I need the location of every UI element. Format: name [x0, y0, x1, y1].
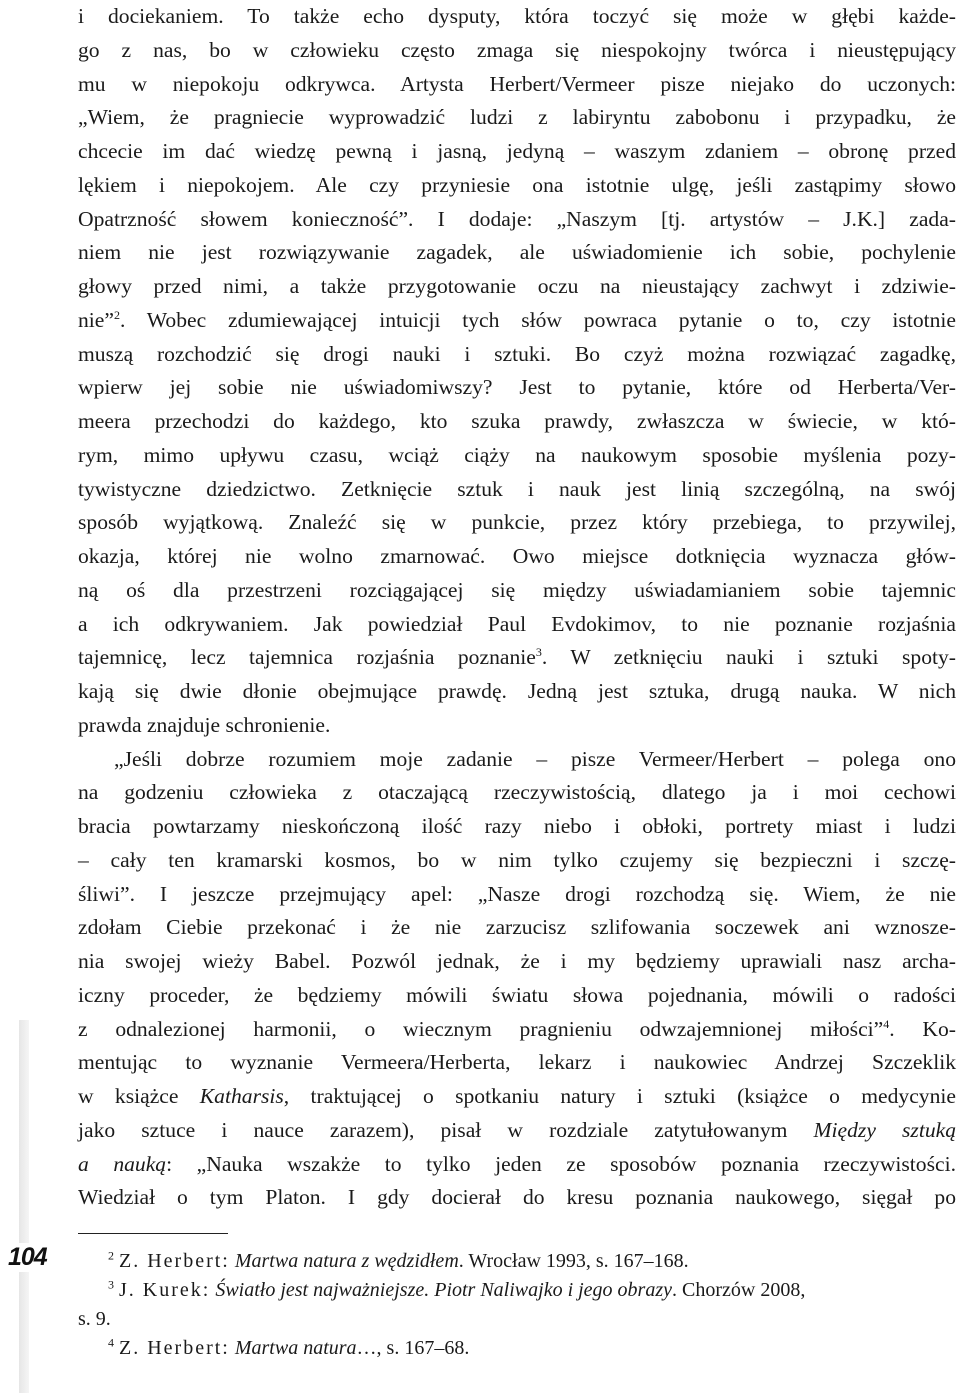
footnote-ref-2: 2 [113, 307, 120, 322]
text-line: bracia powtarzamy nieskończoną ilość razy niebo i obłoki, portrety miast i ludzi [78, 814, 956, 838]
text-line: zdołam Ciebie przekonać i że nie zarzucisz szlifowania soczewek ani wznosze- [78, 915, 956, 940]
footnote-ref-4: 4 [883, 1016, 890, 1031]
book-title-katharsis: Katharsis [199, 1084, 284, 1108]
chapter-title-cont: a nauką [78, 1151, 167, 1176]
text-line: prawda znajduje schronienie. [78, 712, 331, 737]
text-line: nia swojej wieży Babel. Pozwól jednak, że i my będziemy uprawiali nasz archa- [78, 949, 956, 973]
text-line: na godzeniu człowieka z otaczającą rzeczywistością, dlatego ja i moi cechowi [78, 780, 956, 805]
text-line: śliwi”. I jeszcze przejmujący apel: „Nasze drogi rozchodzą się. Wiem, że nie [78, 881, 956, 906]
text-line: wpierw jej sobie nie uświadomiwszy? Jest to pytanie, które od Herberta/Ver- [78, 375, 956, 400]
footnote-2: $^2$ Z. Herbert: Martwa natura z wędzidłem. Wrocław 1993, s. 167–168. [108, 1248, 689, 1272]
text-line: meera przechodzi do każdego, kto szuka prawdy, zwłaszcza w świecie, w któ- [78, 409, 956, 433]
text-line: Opatrzność słowem konieczność”. I dodaje: „Naszym [tj. artystów – J.K.] zada- [78, 206, 956, 231]
text-line: jako sztuce i nauce zarazem), pisał w rozdziale zatytułowanym Między sztuką [78, 1117, 956, 1142]
page-number: 104 [8, 1243, 47, 1271]
text-line: a ich odkrywaniem. Jak powiedział Paul Evdokimov, to nie poznanie rozjaśnia [78, 611, 956, 636]
text-line: niem nie jest rozwiązywanie zagadek, ale uświadomienie ich sobie, pochylenie [78, 240, 956, 265]
text-line: muszą rozchodzić się drogi nauki i sztuki. Bo czyż można rozwiązać zagadkę, [78, 341, 956, 366]
footnotes [78, 1247, 956, 1363]
chapter-title: Między sztuką [813, 1117, 956, 1142]
text-line: mentując to wyznanie Vermeera/Herberta, lekarz i naukowiec Andrzej Szczeklik [78, 1050, 956, 1075]
text-line: głowy przed nimi, a także przygotowanie oczu na nieustający zachwyt i zdziwie- [78, 274, 956, 298]
text-line: rym, mimo upływu czasu, wciąż ciąży na naukowym sposobie myślenia pozy- [78, 442, 956, 467]
text-line: „Jeśli dobrze rozumiem moje zadanie – pisze Vermeer/Herbert – polega ono [114, 746, 956, 771]
text-line: Wiedział o tym Platon. I gdy docierał do kresu poznania naukowego, sięgał po [78, 1185, 956, 1210]
text-line: z odnalezionej harmonii, o wiecznym pragnieniu odwzajemnionej miłości”$^4$. Ko- [78, 1016, 956, 1041]
main-text [78, 0, 956, 1215]
text-line: iczny proceder, że będziemy mówili światu słowa pojednania, mówili o radości [78, 982, 956, 1007]
text-line: lękiem i niepokojem. Ale czy przyniesie ona istotnie ulgę, jeśli zastąpimy słowo [78, 172, 956, 197]
text-line: tywistyczne dziedzictwo. Zetknięcie sztuk i nauk jest linią szczególną, na swój [78, 476, 956, 501]
footnote-3-cont: s. 9. [78, 1308, 111, 1330]
footnote-ref-3: 3 [535, 645, 542, 660]
text-line: i dociekaniem. To także echo dysputy, która toczyć się może w głębi każde- [78, 4, 956, 28]
text-line: okazja, której nie wolno zmarnować. Owo miejsce dotknięcia wyznacza głów- [78, 544, 956, 568]
text-line: tajemnicę, lecz tajemnica rozjaśnia poznanie$^3$. W zetknięciu nauki i sztuki spoty- [78, 645, 956, 670]
text-line: ną oś dla przestrzeni rozciągającej się między uświadamianiem sobie tajemnic [78, 577, 956, 602]
text-line: kają się dwie dłonie obejmujące prawdę. Jedną jest sztuka, drugą nauka. W nich [78, 679, 956, 703]
text-line: a nauką: „Nauka wszakże to tylko jeden ze sposobów poznania rzeczywistości. [78, 1151, 956, 1176]
text-line: „Wiem, że pragniecie wyprowadzić ludzi z labiryntu zabobonu i przypadku, że [78, 105, 956, 130]
margin-shade-bar [19, 1020, 29, 1393]
text-line: chcecie im dać wiedzę pewną i jasną, jedyną – waszym zdaniem – obronę przed [78, 139, 956, 163]
text-line: mu w niepokoju odkrywca. Artysta Herbert/Vermeer pisze niejako do uczonych: [78, 71, 956, 96]
footnote-divider [78, 1233, 228, 1234]
footnote-4: $^4$ Z. Herbert: Martwa natura…, s. 167–68. [108, 1335, 470, 1359]
text-line: – cały ten kramarski kosmos, bo w nim tylko czujemy się bezpieczni i szczę- [78, 847, 956, 872]
text-line: sposób wyjątkową. Znaleźć się w punkcie, przez który przebiega, to przywilej, [78, 510, 956, 535]
text-line: w książce Katharsis, traktującej o spotkaniu natury i sztuki (książce o medycynie [78, 1084, 956, 1108]
text-line: nie”$^2$. Wobec zdumiewającej intuicji tych słów powraca pytanie o to, czy istotnie [78, 307, 956, 332]
footnote-3: $^3$ J. Kurek: Światło jest najważniejsze. Piotr Naliwajko i jego obrazy. Chorzów 2008, [108, 1277, 806, 1301]
text-line: go z nas, bo w człowieku często zmaga się niespokojny twórca i nieustępujący [78, 37, 956, 62]
